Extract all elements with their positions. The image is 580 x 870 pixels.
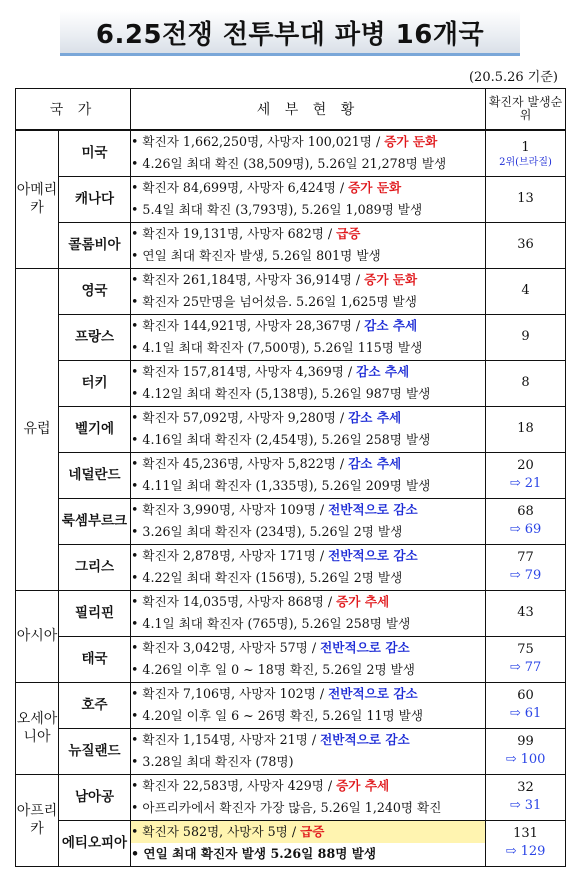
detail-line2: • 4.16일 최대 확진자 (2,454명), 5.26일 258명 발생	[131, 432, 431, 447]
detail-line2: • 4.20일 이후 일 6 ~ 26명 확진, 5.26일 11명 발생	[131, 708, 423, 723]
country-cell: 에티오피아	[59, 820, 131, 866]
detail-line2: • 3.26일 최대 확진자 (234명), 5.26일 2명 발생	[131, 524, 403, 539]
rank-cell	[486, 636, 566, 682]
detail-line2: • 4.1일 최대 확진자 (765명), 5.26일 258명 발생	[131, 616, 411, 631]
status-text: 감소 추세	[364, 318, 418, 333]
rank-change: ⇨ 21	[509, 476, 542, 491]
detail-cell	[131, 360, 486, 406]
rank-value: 32	[517, 780, 534, 795]
rank-change: ⇨ 77	[509, 660, 542, 675]
table-row	[16, 820, 566, 866]
detail-line1: • 확진자 22,583명, 사망자 429명 / 증가 추세	[131, 778, 390, 793]
country-cell: 캐나다	[59, 176, 131, 222]
rank-value: 99	[517, 734, 534, 749]
status-text: 감소 추세	[356, 364, 410, 379]
country-cell: 네덜란드	[59, 452, 131, 498]
detail-line1: • 확진자 45,236명, 사망자 5,822명 / 감소 추세	[131, 456, 402, 471]
detail-cell	[131, 636, 486, 682]
page-title: 6.25전쟁 전투부대 파병 16개국	[95, 20, 485, 50]
region-cell-africa	[16, 774, 59, 866]
table-row	[16, 498, 566, 544]
status-text: 증가 둔화	[348, 180, 402, 195]
status-text: 전반적으로 감소	[320, 732, 410, 747]
detail-line1: • 확진자 157,814명, 사망자 4,369명 / 감소 추세	[131, 364, 410, 379]
detail-line2: • 확진자 25만명을 넘어섰음. 5.26일 1,625명 발생	[131, 294, 417, 309]
rank-value: 68	[517, 504, 534, 519]
country-cell: 필리핀	[59, 590, 131, 636]
status-text: 전반적으로 감소	[328, 548, 418, 563]
status-text: 전반적으로 감소	[320, 640, 410, 655]
detail-cell	[131, 544, 486, 590]
rank-change: ⇨ 129	[505, 844, 546, 859]
detail-line2: • 4.12일 최대 확진자 (5,138명), 5.26일 987명 발생	[131, 386, 431, 401]
rank-value: 131	[513, 826, 538, 841]
status-text: 증가 둔화	[384, 134, 438, 150]
detail-line2: • 4.22일 최대 확진자 (156명), 5.26일 2명 발생	[131, 570, 403, 585]
rank-cell: 4	[486, 268, 566, 314]
rank-value: 20	[517, 458, 534, 473]
table-row	[16, 774, 566, 820]
title-banner	[60, 10, 520, 54]
rank-cell	[486, 682, 566, 728]
detail-cell	[131, 452, 486, 498]
detail-cell	[131, 176, 486, 222]
status-text: 전반적으로 감소	[328, 502, 418, 517]
region-label: 아메리카	[16, 182, 58, 217]
rank-value: 60	[517, 688, 534, 703]
country-cell: 그리스	[59, 544, 131, 590]
rank-value: 1	[521, 139, 530, 155]
rank-cell	[486, 130, 566, 176]
detail-line2: • 연일 최대 확진자 발생, 5.26일 801명 발생	[131, 248, 381, 263]
status-text: 감소 추세	[348, 410, 402, 425]
detail-cell	[131, 406, 486, 452]
rank-cell: 9	[486, 314, 566, 360]
detail-line2: • 4.1일 최대 확진자 (7,500명), 5.26일 115명 발생	[131, 340, 423, 355]
country-cell: 벨기에	[59, 406, 131, 452]
rank-cell: 18	[486, 406, 566, 452]
country-cell: 룩셈부르크	[59, 498, 131, 544]
rank-cell: 43	[486, 590, 566, 636]
header-row	[16, 89, 566, 131]
status-text: 감소 추세	[348, 456, 402, 471]
deployment-table	[15, 88, 566, 867]
rank-sub: 2위(브라질)	[499, 156, 552, 168]
detail-cell	[131, 222, 486, 268]
detail-cell	[131, 682, 486, 728]
region-label: 아프리카	[16, 803, 58, 837]
region-cell-asia	[16, 590, 59, 682]
country-cell: 콜롬비아	[59, 222, 131, 268]
detail-line1: • 확진자 144,921명, 사망자 28,367명 / 감소 추세	[131, 318, 418, 333]
table-row	[16, 360, 566, 406]
table-row	[16, 636, 566, 682]
detail-cell	[131, 314, 486, 360]
region-cell-oceania	[16, 682, 59, 774]
region-label: 오세아니아	[16, 711, 58, 745]
table-row	[16, 590, 566, 636]
detail-line1: • 확진자 7,106명, 사망자 102명 / 전반적으로 감소	[131, 686, 418, 701]
rank-cell	[486, 820, 566, 866]
detail-line2: • 4.26일 이후 일 0 ~ 18명 확진, 5.26일 2명 발생	[131, 662, 415, 677]
table-row	[16, 728, 566, 774]
rank-change: ⇨ 79	[509, 568, 542, 583]
detail-cell	[131, 774, 486, 820]
rank-change: ⇨ 100	[505, 752, 546, 767]
rank-cell: 13	[486, 176, 566, 222]
region-cell-america	[16, 130, 59, 268]
region-cell-europe	[16, 268, 59, 590]
table-row	[16, 176, 566, 222]
header-country: 국 가	[16, 89, 131, 131]
country-cell: 미국	[59, 130, 131, 176]
rank-cell	[486, 544, 566, 590]
region-label: 유럽	[23, 421, 51, 437]
country-cell: 영국	[59, 268, 131, 314]
detail-line1: • 확진자 14,035명, 사망자 868명 / 증가 추세	[131, 594, 390, 609]
rank-value: 75	[517, 642, 534, 657]
detail-line2: • 연일 최대 확진자 발생 5.26일 88명 발생	[131, 846, 377, 861]
rank-cell	[486, 452, 566, 498]
rank-cell: 8	[486, 360, 566, 406]
table-row	[16, 268, 566, 314]
detail-line2: • 아프리카에서 확진자 가장 많음, 5.26일 1,240명 확진	[131, 800, 442, 815]
detail-cell	[131, 728, 486, 774]
header-rank: 확진자 발생순위	[486, 89, 566, 131]
table-row	[16, 452, 566, 498]
rank-cell	[486, 774, 566, 820]
detail-line2: • 3.28일 최대 확진자 (78명)	[131, 754, 294, 769]
title-underline	[60, 53, 520, 56]
detail-line1: • 확진자 261,184명, 사망자 36,914명 / 증가 둔화	[131, 272, 418, 287]
detail-line2: • 4.26일 최대 확진 (38,509명), 5.26일 21,278명 발생	[131, 156, 447, 172]
detail-cell	[131, 498, 486, 544]
detail-line1: • 확진자 582명, 사망자 5명 / 급증	[131, 821, 485, 843]
detail-line1: • 확진자 1,154명, 사망자 21명 / 전반적으로 감소	[131, 732, 410, 747]
rank-cell	[486, 498, 566, 544]
country-cell: 호주	[59, 682, 131, 728]
detail-line2: • 5.4일 최대 확진 (3,793명), 5.26일 1,089명 발생	[131, 202, 423, 217]
table-row	[16, 222, 566, 268]
country-cell: 태국	[59, 636, 131, 682]
rank-change: ⇨ 31	[509, 798, 542, 813]
detail-cell	[131, 590, 486, 636]
table-row	[16, 314, 566, 360]
country-cell: 남아공	[59, 774, 131, 820]
table-row	[16, 406, 566, 452]
detail-line1: • 확진자 84,699명, 사망자 6,424명 / 증가 둔화	[131, 180, 402, 195]
detail-cell	[131, 268, 486, 314]
header-detail: 세 부 현 황	[131, 89, 486, 131]
detail-line1: • 확진자 3,990명, 사망자 109명 / 전반적으로 감소	[131, 502, 418, 517]
detail-line1: • 확진자 1,662,250명, 사망자 100,021명 / 증가 둔화	[131, 134, 438, 150]
region-label: 아시아	[16, 628, 58, 644]
rank-change: ⇨ 61	[509, 706, 542, 721]
status-text: 급증	[300, 824, 325, 839]
status-text: 증가 추세	[336, 594, 390, 609]
rank-change: ⇨ 69	[509, 522, 542, 537]
detail-line1: • 확진자 19,131명, 사망자 682명 / 급증	[131, 226, 361, 241]
status-text: 급증	[336, 226, 361, 241]
country-cell: 프랑스	[59, 314, 131, 360]
date-note: (20.5.26 기준)	[468, 70, 558, 85]
rank-value: 77	[517, 550, 534, 565]
detail-line2: • 4.11일 최대 확진자 (1,335명), 5.26일 209명 발생	[131, 478, 431, 493]
country-cell: 뉴질랜드	[59, 728, 131, 774]
detail-line1: • 확진자 3,042명, 사망자 57명 / 전반적으로 감소	[131, 640, 410, 655]
status-text: 증가 추세	[336, 778, 390, 793]
table-row	[16, 544, 566, 590]
detail-cell	[131, 130, 486, 176]
detail-cell	[131, 820, 486, 866]
status-text: 전반적으로 감소	[328, 686, 418, 701]
table-row	[16, 682, 566, 728]
detail-line1: • 확진자 57,092명, 사망자 9,280명 / 감소 추세	[131, 410, 402, 425]
status-text: 증가 둔화	[364, 272, 418, 287]
table-row	[16, 130, 566, 176]
country-cell: 터키	[59, 360, 131, 406]
rank-cell	[486, 728, 566, 774]
rank-cell: 36	[486, 222, 566, 268]
detail-line1: • 확진자 2,878명, 사망자 171명 / 전반적으로 감소	[131, 548, 418, 563]
